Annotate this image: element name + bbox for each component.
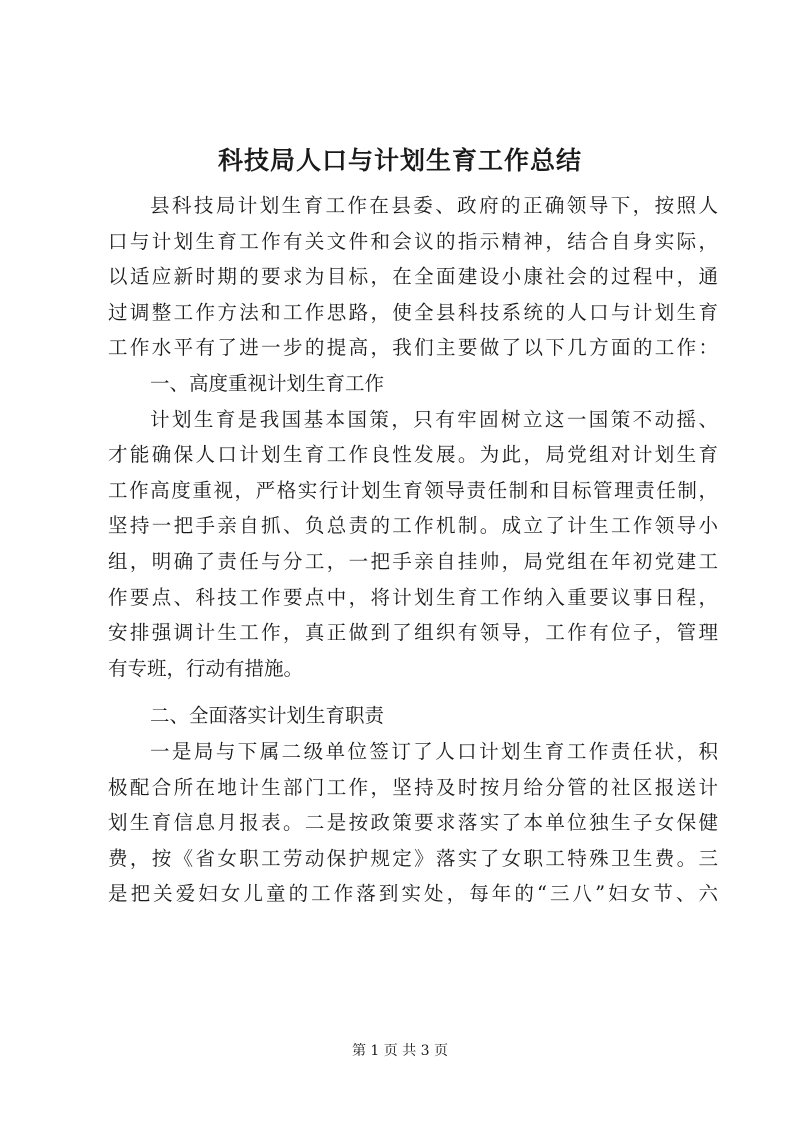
intro-paragraph — [108, 188, 718, 366]
section2-paragraph — [108, 734, 718, 912]
paragraph-line: 以适应新时期的要求为目标，在全面建设小康社会的过程中，通 — [108, 265, 718, 289]
paragraph-line: 费，按《省女职工劳动保护规定》落实了女职工特殊卫生费。三 — [108, 846, 718, 870]
paragraph-line: 安排强调计生工作，真正做到了组织有领导，工作有位子，管理 — [108, 621, 718, 645]
paragraph-gap — [108, 686, 718, 698]
section-heading: 一、高度重视计划生育工作 — [150, 371, 385, 395]
paragraph-line: 过调整工作方法和工作思路，使全县科技系统的人口与计划生育 — [108, 300, 718, 324]
section-heading: 二、全面落实计划生育职责 — [150, 704, 385, 728]
paragraph-line: 工作高度重视，严格实行计划生育领导责任制和目标管理责任制， — [108, 478, 718, 502]
paragraph-line: 作要点、科技工作要点中，将计划生育工作纳入重要议事日程， — [108, 585, 718, 609]
paragraph-line: 县科技局计划生育工作在县委、政府的正确领导下，按照人 — [150, 194, 718, 217]
paragraph-line: 有专班，行动有措施。 — [108, 656, 304, 680]
paragraph-line: 极配合所在地计生部门工作，坚持及时按月给分管的社区报送计 — [108, 775, 718, 799]
paragraph-line: 工作水平有了进一步的提高，我们主要做了以下几方面的工作： — [108, 336, 718, 360]
paragraph-line: 坚持一把手亲自抓、负总责的工作机制。成立了计生工作领导小 — [108, 514, 718, 538]
section1-paragraph — [108, 402, 718, 687]
paragraph-line: 才能确保人口计划生育工作良性发展。为此，局党组对计划生育 — [108, 443, 718, 467]
document-title: 科技局人口与计划生育工作总结 — [217, 146, 582, 175]
paragraph-line: 组，明确了责任与分工，一把手亲自挂帅，局党组在年初党建工 — [108, 549, 718, 573]
page-number-footer: 第 1 页 共 3 页 — [351, 1043, 449, 1059]
paragraph-line: 是把关爱妇女儿童的工作落到实处，每年的“三八”妇女节、六 — [108, 882, 718, 906]
paragraph-line: 口与计划生育工作有关文件和会议的指示精神，结合自身实际， — [108, 229, 718, 253]
paragraph-line: 计划生育是我国基本国策，只有牢固树立这一国策不动摇、 — [150, 407, 718, 431]
paragraph-line: 划生育信息月报表。二是按政策要求落实了本单位独生子女保健 — [108, 811, 718, 835]
paragraph-line: 一是局与下属二级单位签订了人口计划生育工作责任状，积 — [150, 739, 718, 763]
document-body — [108, 188, 718, 912]
